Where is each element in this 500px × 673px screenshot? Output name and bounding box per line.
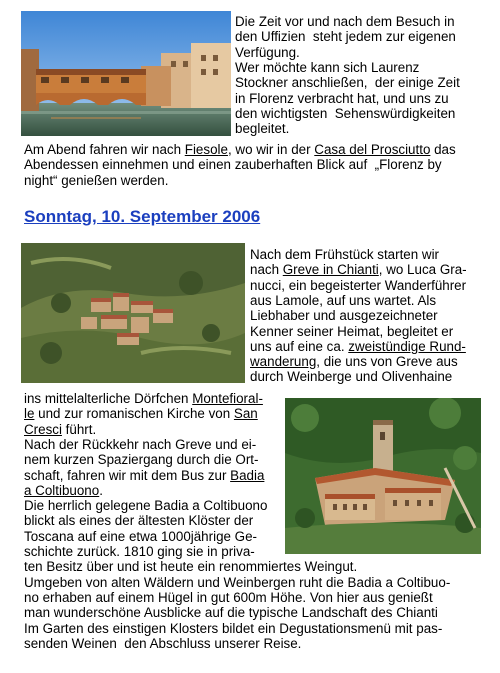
block3-line <box>250 262 467 277</box>
text-run: durch Weinberge und Olivenhaine <box>250 369 453 385</box>
block4-line <box>24 559 357 574</box>
text-run: nach <box>250 262 283 278</box>
badia-coltibuono-photo <box>285 398 481 554</box>
day-heading: Sonntag, 10. September 2006 <box>24 207 261 226</box>
block4-line <box>24 498 267 513</box>
block2-line <box>24 142 456 157</box>
block3-line <box>250 339 466 354</box>
block4-line <box>24 437 256 452</box>
text-run: Abendessen einnehmen und einen zauberhaften Blick auf „Florenz by <box>24 157 442 173</box>
text-run: Die herrlich gelegene Badia a Coltibuono <box>24 498 268 514</box>
block3-line <box>250 278 466 293</box>
place-link[interactable]: San <box>233 406 258 422</box>
text-run: Nach der Rückkehr nach Greve und ei- <box>24 436 257 452</box>
block3-line <box>250 324 453 339</box>
text-run: , wo Luca Gra- <box>378 262 467 278</box>
block1-line <box>235 14 455 29</box>
place-link[interactable]: Casa del Prosciutto <box>314 142 431 157</box>
text-run: schichte zurück. 1810 ging sie in priva- <box>24 544 255 559</box>
text-run: aus Lamole, auf uns wartet. Als <box>250 292 437 308</box>
text-run: ten Besitz über und ist heute ein renommiertes Weingut. <box>24 559 358 575</box>
text-run: den Uffizien steht jedem zur eigenen <box>235 29 456 45</box>
text-run: nucci, ein begeisterter Wanderführer <box>250 277 467 293</box>
text-run: night“ genießen werden. <box>24 172 169 188</box>
block4-line <box>24 406 258 421</box>
block4-line <box>24 605 438 620</box>
text-run: führt. <box>61 421 97 437</box>
block1-line <box>235 106 455 121</box>
text-run: uns auf eine ca. <box>250 338 349 354</box>
block4-line <box>24 529 257 544</box>
block3-line <box>250 354 458 369</box>
block4-line <box>24 575 450 590</box>
text-run: ins mittelalterliche Dörfchen <box>24 391 193 406</box>
block3-line <box>250 369 452 384</box>
place-link[interactable]: Montefioral- <box>192 391 263 406</box>
block2-line <box>24 173 168 188</box>
block1-line <box>235 29 456 44</box>
place-link[interactable]: Fiesole <box>184 142 228 157</box>
text-run: Umgeben von alten Wäldern und Weinbergen ruht die Badia a Coltibuo- <box>24 574 451 590</box>
chianti-village-aerial-photo <box>21 243 245 383</box>
text-run: , die uns von Greve aus <box>316 354 458 370</box>
text-run: man wunderschöne Ausblicke auf die typische Landschaft des Chianti <box>24 605 438 621</box>
block1-line <box>235 60 419 75</box>
text-run: , wo wir in der <box>227 142 315 157</box>
text-run: . <box>99 482 103 498</box>
block1-line <box>235 121 289 136</box>
place-link[interactable]: Badia <box>230 467 265 483</box>
place-link[interactable]: Greve in Chianti <box>282 262 379 278</box>
text-run: Die Zeit vor und nach dem Besuch in <box>235 14 455 29</box>
place-link[interactable]: Cresci <box>24 421 62 437</box>
block4-line <box>24 513 253 528</box>
text-run: das <box>430 142 456 157</box>
block4-line <box>24 590 433 605</box>
text-run: Toscana auf eine etwa 1000jährige Ge- <box>24 528 258 544</box>
text-run: in Florenz verbracht hat, und uns zu <box>235 90 449 106</box>
block1-line <box>235 45 300 60</box>
block2-line <box>24 157 442 172</box>
block1-line <box>235 75 460 90</box>
text-run: begleitet. <box>235 121 290 137</box>
text-run: den wichtigsten Sehenswürdigkeiten <box>235 105 456 121</box>
block4-line <box>24 636 301 651</box>
block4-line <box>24 544 255 559</box>
place-link[interactable]: a Coltibuono <box>24 482 100 498</box>
place-link[interactable]: wanderung <box>250 354 317 370</box>
block4-line <box>24 483 103 498</box>
text-run: Liebhaber und ausgezeichneter <box>250 308 438 324</box>
text-run: Verfügung. <box>235 44 300 60</box>
block4-line <box>24 452 258 467</box>
place-link[interactable]: le <box>24 406 35 422</box>
block4-line <box>24 391 263 406</box>
block4-line <box>24 422 96 437</box>
text-run: Kenner seiner Heimat, begleitet er <box>250 323 454 339</box>
text-run: Am Abend fahren wir nach <box>24 142 185 157</box>
text-run: und zur romanischen Kirche von <box>34 406 234 422</box>
text-run: Nach dem Frühstück starten wir <box>250 247 440 262</box>
text-run: blickt als eines der ältesten Klöster der <box>24 513 254 529</box>
text-run: Stockner anschließen, der einige Zeit <box>235 75 460 91</box>
block4-line <box>24 468 264 483</box>
block1-line <box>235 91 449 106</box>
text-run: senden Weinen den Abschluss unserer Reise. <box>24 635 302 651</box>
text-run: Im Garten des einstigen Klosters bildet ein Degustationsmenü mit pas- <box>24 620 443 636</box>
block4-line <box>24 621 442 636</box>
text-run: Wer möchte kann sich Laurenz <box>235 59 420 75</box>
place-link[interactable]: zweistündige Rund- <box>348 338 466 354</box>
block3-line <box>250 247 439 262</box>
text-run: nem kurzen Spaziergang durch die Ort- <box>24 452 259 468</box>
text-run: schaft, fahren wir mit dem Bus zur <box>24 467 231 483</box>
text-run: no erhaben auf einem Hügel in gut 600m Höhe. Von hier aus genießt <box>24 589 433 605</box>
block3-line <box>250 293 436 308</box>
ponte-vecchio-photo <box>21 11 231 136</box>
block3-line <box>250 308 438 323</box>
